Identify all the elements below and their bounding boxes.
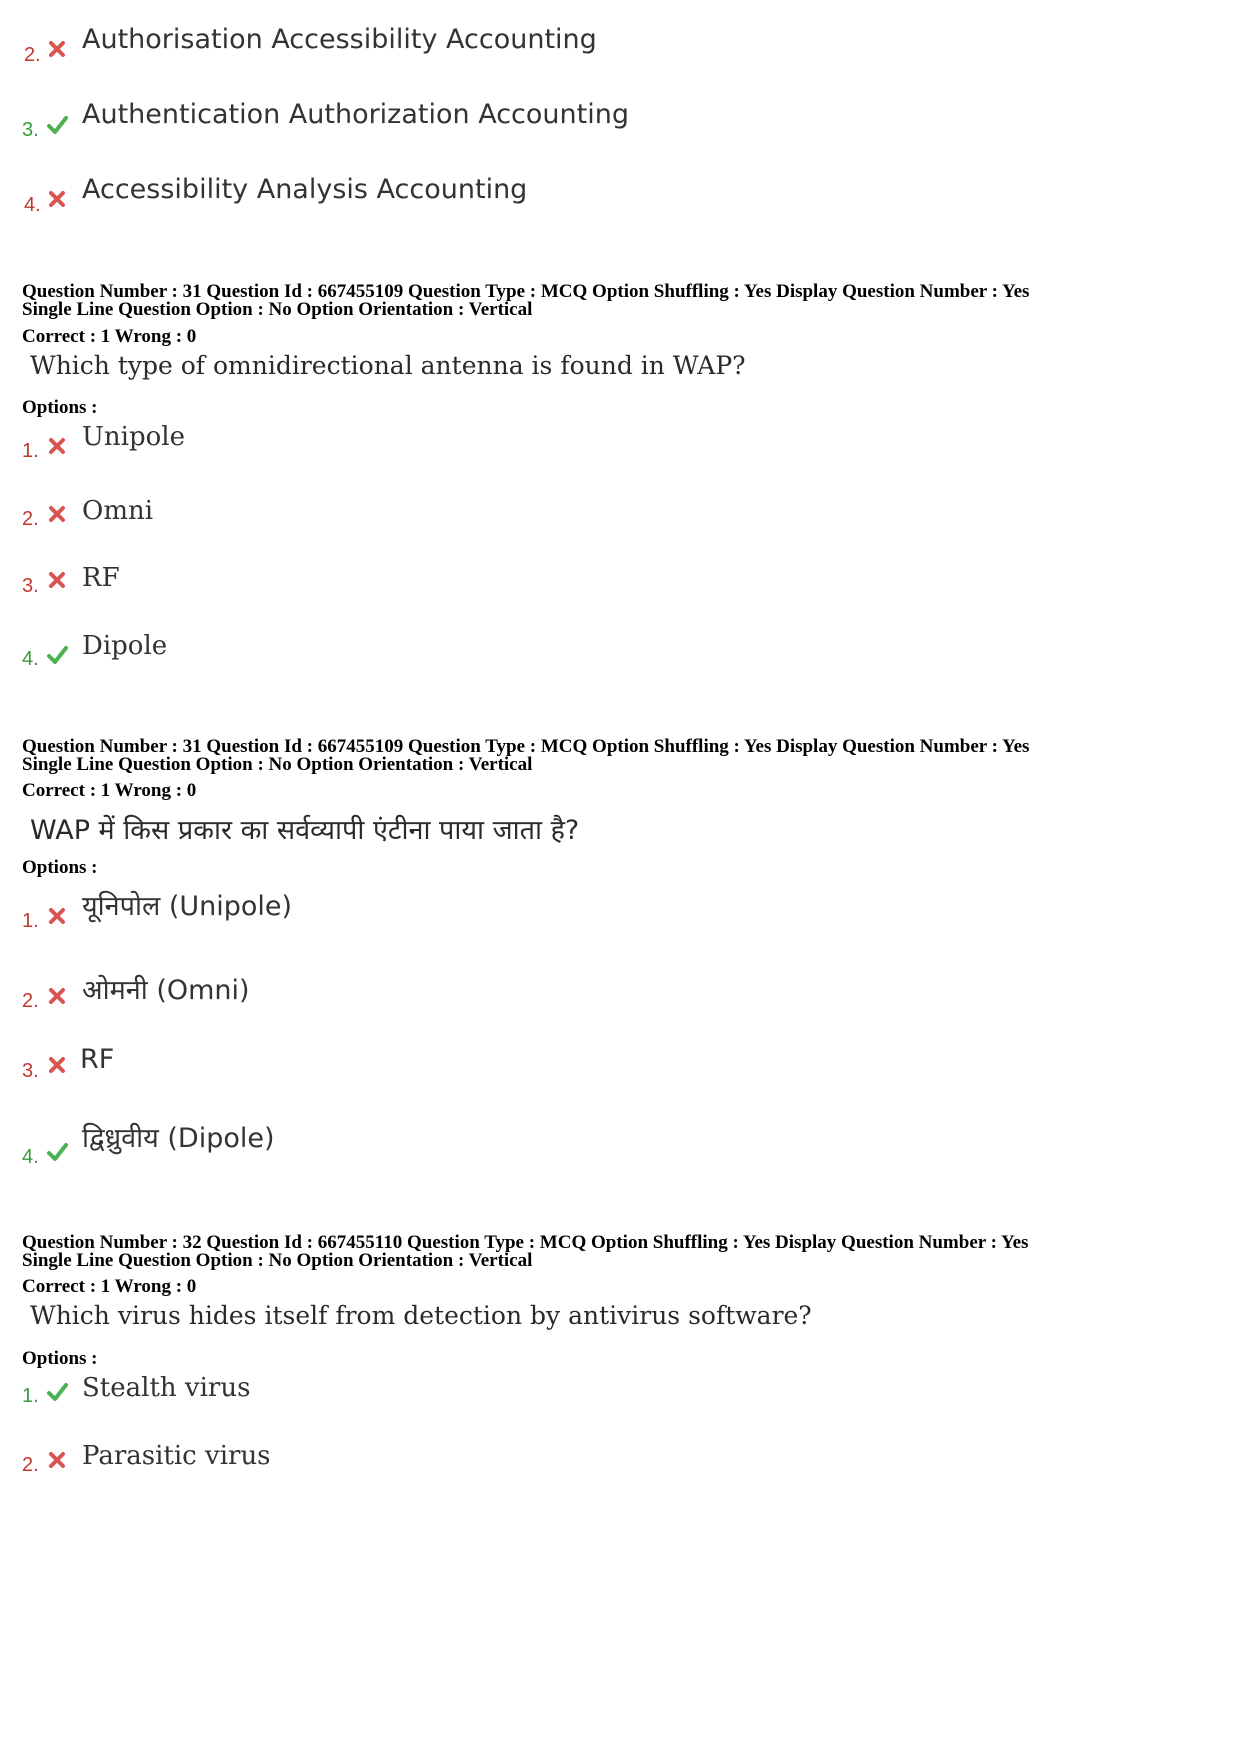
cross-icon	[46, 1449, 68, 1471]
option-number: 4.	[24, 194, 41, 216]
check-icon	[46, 114, 68, 136]
option-text: Stealth virus	[82, 1373, 251, 1403]
option-number: 1.	[22, 1385, 39, 1407]
question-score: Correct : 1 Wrong : 0	[22, 326, 197, 347]
option-number: 2.	[24, 44, 41, 66]
option-text: Dipole	[82, 631, 168, 661]
question-text: Which virus hides itself from detection by antivirus software?	[30, 1301, 812, 1330]
cross-icon	[46, 1054, 68, 1076]
option-text: Unipole	[82, 422, 185, 452]
question-meta-line2: Single Line Question Option : No Option Orientation : Vertical	[22, 299, 533, 320]
option-number: 3.	[22, 119, 39, 141]
option-text: RF	[80, 1044, 115, 1075]
question-meta-line1: Question Number : 31 Question Id : 667455109 Question Type : MCQ Option Shuffling : Yes Display Question Number : Yes	[22, 281, 1030, 302]
option-number: 3.	[22, 1060, 39, 1082]
question-text: Which type of omnidirectional antenna is found in WAP?	[30, 351, 746, 380]
option-number: 2.	[22, 1454, 39, 1476]
question-meta-line1: Question Number : 32 Question Id : 667455110 Question Type : MCQ Option Shuffling : Yes Display Question Number : Yes	[22, 1232, 1029, 1253]
cross-icon	[46, 905, 68, 927]
option-text: Accessibility Analysis Accounting	[82, 174, 528, 205]
option-number: 3.	[22, 575, 39, 597]
option-number: 2.	[22, 508, 39, 530]
cross-icon	[46, 188, 68, 210]
option-number: 1.	[22, 910, 39, 932]
question-meta-line1: Question Number : 31 Question Id : 667455109 Question Type : MCQ Option Shuffling : Yes Display Question Number : Yes	[22, 736, 1030, 757]
option-text: ओमनी (Omni)	[82, 975, 250, 1006]
options-label: Options :	[22, 1348, 98, 1369]
option-text: द्विध्रुवीय (Dipole)	[82, 1123, 275, 1154]
option-number: 4.	[22, 648, 39, 670]
options-label: Options :	[22, 857, 98, 878]
question-meta-line2: Single Line Question Option : No Option Orientation : Vertical	[22, 1250, 533, 1271]
option-number: 2.	[22, 990, 39, 1012]
cross-icon	[46, 38, 68, 60]
option-text: RF	[82, 563, 120, 593]
question-meta-line2: Single Line Question Option : No Option Orientation : Vertical	[22, 754, 533, 775]
question-score: Correct : 1 Wrong : 0	[22, 1276, 197, 1297]
option-text: यूनिपोल (Unipole)	[82, 891, 293, 922]
option-number: 1.	[22, 440, 39, 462]
question-score: Correct : 1 Wrong : 0	[22, 780, 197, 801]
check-icon	[46, 644, 68, 666]
check-icon	[46, 1381, 68, 1403]
check-icon	[46, 1141, 68, 1163]
option-text: Authorisation Accessibility Accounting	[82, 24, 597, 55]
option-number: 4.	[22, 1146, 39, 1168]
options-label: Options :	[22, 397, 98, 418]
question-text: WAP में किस प्रकार का सर्वव्यापी एंटीना पाया जाता है?	[30, 815, 580, 846]
option-text: Omni	[82, 496, 154, 526]
cross-icon	[46, 435, 68, 457]
option-text: Authentication Authorization Accounting	[82, 99, 629, 130]
cross-icon	[46, 569, 68, 591]
cross-icon	[46, 503, 68, 525]
cross-icon	[46, 985, 68, 1007]
option-text: Parasitic virus	[82, 1441, 271, 1471]
